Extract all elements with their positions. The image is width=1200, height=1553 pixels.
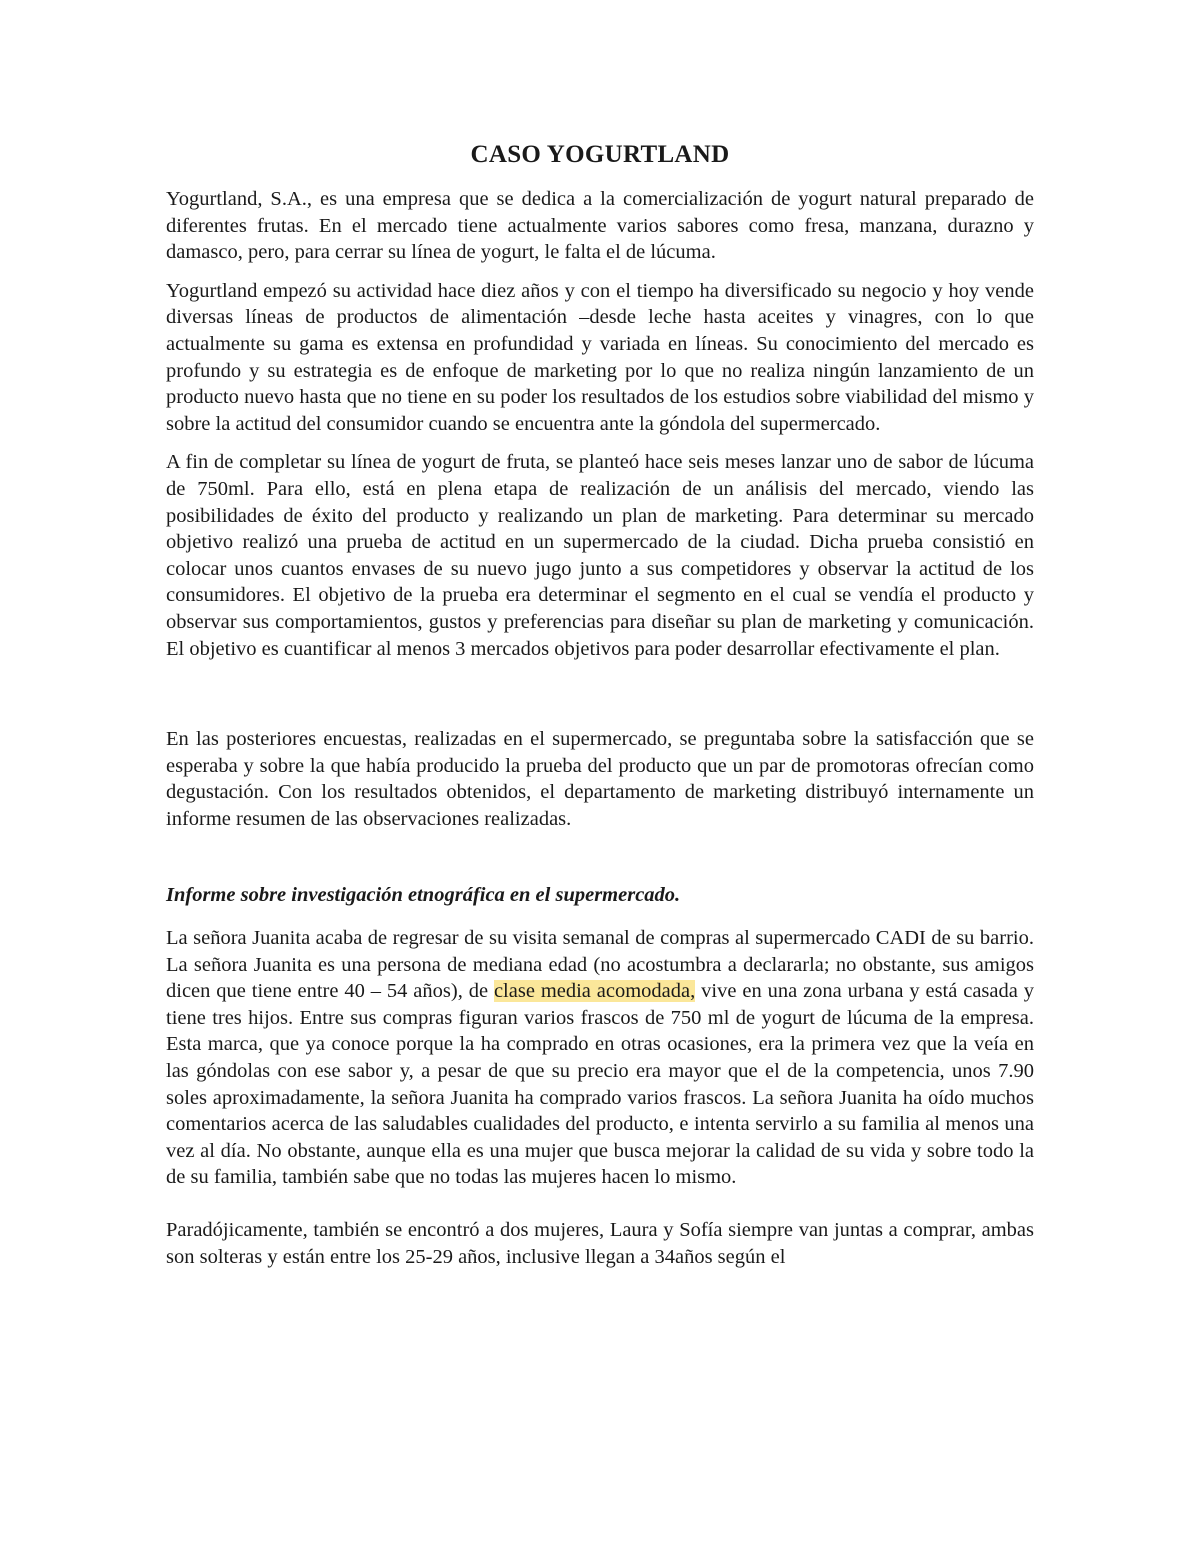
- paragraph-launch: A fin de completar su línea de yogurt de fruta, se planteó hace seis meses lanzar uno de sabor de lúcuma de 750ml. Para ello, está en plena etapa de realización de un análisis del mercado, viendo las posibilidades de éxito del producto y realizando un plan de marketing. Para determinar su mercado objetivo realizó una prueba de actitud en un supermercado de la ciudad. Dicha prueba consistió en colocar unos cuantos envases de su nuevo jugo junto a sus competidores y observar la actitud de los consumidores. El objetivo de la prueba era determinar el segmento en el cual se vendía el producto y observar sus comportamientos, gustos y preferencias para diseñar su plan de marketing y comunicación. El objetivo es cuantificar al menos 3 mercados objetivos para poder desarrollar efectivamente el plan.: [166, 451, 1034, 660]
- paragraph-laura-sofia: Paradójicamente, también se encontró a dos mujeres, Laura y Sofía siempre van juntas a comprar, ambas son solteras y están entre los 25-29 años, inclusive llegan a 34años según el: [166, 1219, 1034, 1268]
- paragraph-juanita-part-2: vive en una zona urbana y está casada y tiene tres hijos. Entre sus compras figuran varios frascos de 750 ml de yogurt de lúcuma de la empresa. Esta marca, que ya conoce porque la ha comprado en otras ocasiones, era la primera vez que la veía en las góndolas con ese sabor y, a pesar de que su precio era mayor que el de la competencia, unos 7.90 soles aproximadamente, la señora Juanita ha comprado varios frascos. La señora Juanita ha oído muchos comentarios acerca de las saludables cualidades del producto, e intenta servirlo a su familia al menos una vez al día. No obstante, aunque ella es una mujer que busca mejorar la calidad de su vida y sobre todo la de su familia, también sabe que no todas las mujeres hacen lo mismo.: [166, 980, 1034, 1189]
- paragraph-juanita-part-1: La señora Juanita acaba de regresar de su visita semanal de compras al supermercado CADI de su barrio. La señora Juanita es una persona de mediana edad (no acostumbra a declararla; no obstante, sus amigos dicen que tiene entre 40 – 54 años), de: [166, 927, 1034, 1003]
- section-subtitle: Informe sobre investigación etnográfica en el supermercado.: [166, 884, 681, 907]
- document-page: [166, 138, 1034, 1270]
- paragraph-activity: Yogurtland empezó su actividad hace diez años y con el tiempo ha diversificado su negocio y hoy vende diversas líneas de productos de alimentación –desde leche hasta aceites y vinagres, con lo que actualmente su gama es extensa en profundidad y variada en líneas. Su conocimiento del mercado es profundo y su estrategia es de enfoque de marketing por lo que no realiza ningún lanzamiento de un producto nuevo hasta que no tiene en su poder los resultados de los estudios sobre viabilidad del mismo y sobre la actitud del consumidor cuando se encuentra ante la góndola del supermercado.: [166, 279, 1034, 435]
- highlighted-text: clase media acomodada,: [493, 980, 696, 1003]
- paragraph-intro: Yogurtland, S.A., es una empresa que se dedica a la comercialización de yogurt natural preparado de diferentes frutas. En el mercado tiene actualmente varios sabores como fresa, manzana, durazno y damasco, pero, para cerrar su línea de yogurt, le falta el de lúcuma.: [166, 188, 1034, 264]
- paragraph-juanita: [166, 925, 1034, 1191]
- paragraph-surveys: En las posteriores encuestas, realizadas en el supermercado, se preguntaba sobre la satisfacción que se esperaba y sobre la que había producido la prueba del producto que un par de promotoras ofrecían como degustación. Con los resultados obtenidos, el departamento de marketing distribuyó internamente un informe resumen de las observaciones realizadas.: [166, 728, 1034, 830]
- document-title: CASO YOGURTLAND: [470, 141, 730, 168]
